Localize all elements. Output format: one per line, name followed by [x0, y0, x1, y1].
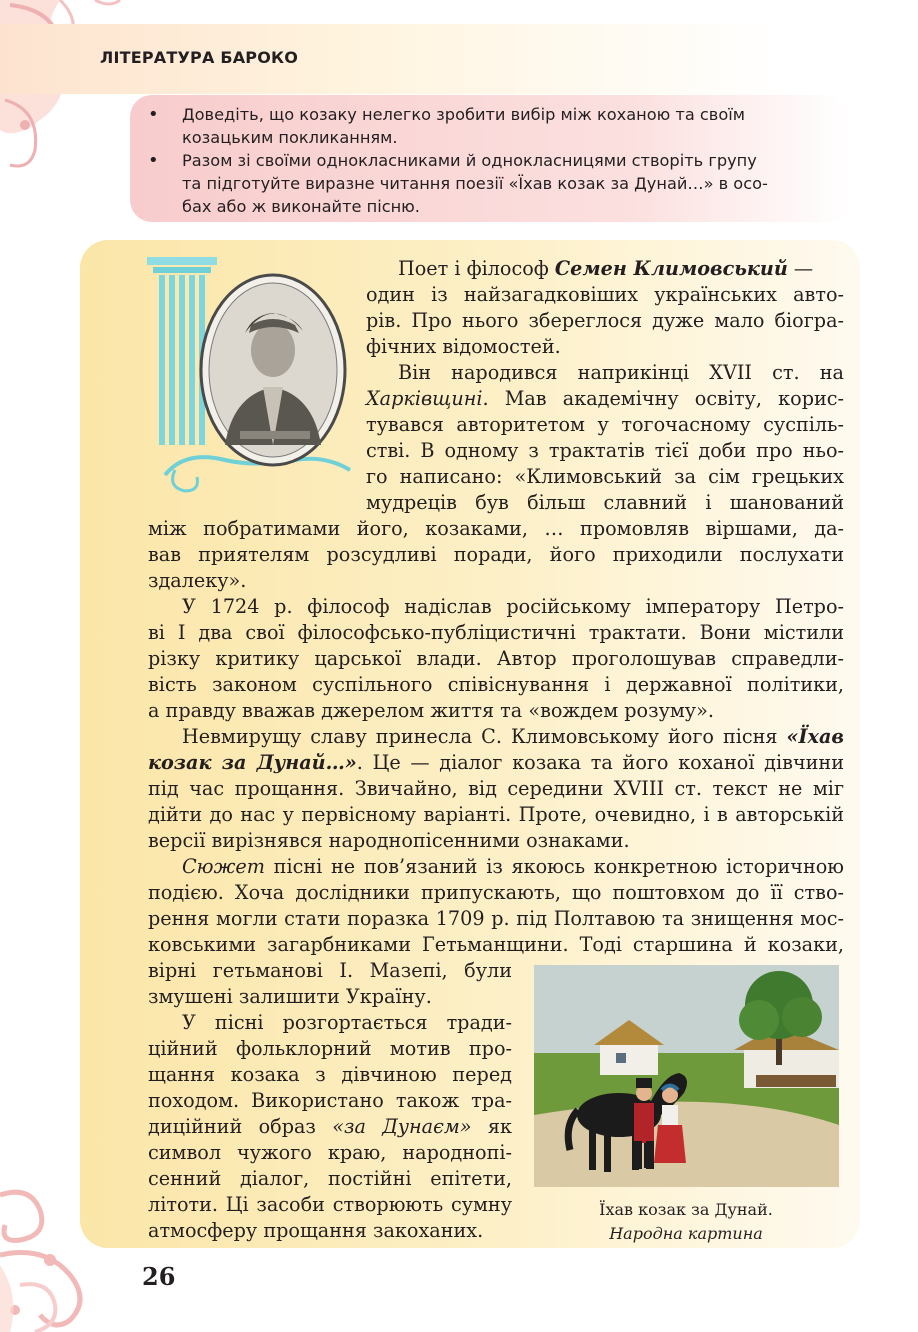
painting-caption: Їхав козак за Дунай. Народна картина	[599, 1200, 773, 1243]
text-line: ві І два свої філософсько-публіцистичні трактати. Вони містили	[148, 621, 844, 644]
text-line: козак за Дунай…». Це — діалог козака та його коханої дівчини	[148, 751, 844, 774]
section-title: ЛІТЕРАТУРА БАРОКО	[100, 48, 299, 67]
text-line: атмосферу прощання закоханих.	[148, 1219, 484, 1242]
text-line: а правду вважав джерелом життя та «вождем розуму».	[148, 699, 714, 722]
text-line: Поет і філософ Семен Климовський —	[398, 257, 814, 280]
text-line: диційний образ «за Дунаєм» як	[148, 1115, 512, 1138]
text-line: ковськими загарбниками Гетьманщини. Тоді старшина й козаки,	[148, 933, 844, 956]
portrait-illustration	[145, 255, 360, 495]
task-item: • Доведіть, що козаку нелегко зробити вибір між коханою та своїм козацьким покликанням.	[182, 103, 830, 149]
text-line: вірні гетьманові І. Мазепі, були	[148, 959, 512, 982]
page-number: 26	[142, 1262, 176, 1291]
text-line: різку критику царської влади. Автор проголошував справедли-	[148, 647, 844, 670]
text-line: ційний фольклорний мотив про-	[148, 1037, 512, 1060]
text-line: вав приятелям розсудливі поради, його приходили послухати	[148, 543, 844, 566]
text-line: під час прощання. Звичайно, від середини XVIII ст. текст не міг	[148, 777, 844, 800]
text-line: дійти до нас у первісному варіанті. Проте, очевидно, і в авторській	[148, 803, 844, 826]
text-line: сенний діалог, постійні епітети,	[148, 1167, 512, 1190]
ornament-bottom-corner	[0, 1185, 150, 1332]
text-line: мудреців був більш славний і шанований	[366, 491, 844, 514]
text-line: вість законом суспільного співіснування і державної політики,	[148, 673, 844, 696]
text-line: літоти. Ці засоби створюють сумну	[148, 1193, 512, 1216]
text-line: версії вирізнявся народнопісенними ознаками.	[148, 829, 630, 852]
text-line: Харківщині. Мав академічну освіту, корис-	[366, 387, 844, 410]
text-line: один із найзагадковіших українських авто-	[366, 283, 844, 306]
text-line: Він народився наприкінці XVII ст. на	[398, 361, 844, 384]
text-line: стві. В одному з трактатів тієї доби про ньо-	[366, 439, 844, 462]
text-line: між побратимами його, козаками, … промовляв віршами, да-	[148, 517, 844, 540]
text-line: У 1724 р. філософ надіслав російському імператору Петро-	[182, 595, 844, 618]
text-line: Сюжет пісні не пов’язаний із якоюсь конкретною історичною	[182, 855, 844, 878]
text-line: Невмирущу славу принесла С. Климовському його пісня «Їхав	[182, 725, 844, 748]
text-line: подією. Хоча дослідники припускають, що поштовхом до її ство-	[148, 881, 844, 904]
text-line: змушені залишити Україну.	[148, 985, 432, 1008]
text-line: щання козака з дівчиною перед	[148, 1063, 512, 1086]
text-line: рів. Про нього збереглося дуже мало біогра-	[366, 309, 844, 332]
text-line: походом. Використано також тра-	[148, 1089, 512, 1112]
text-line: символ чужого краю, народнопі-	[148, 1141, 512, 1164]
text-line: рення могли стати поразка 1709 р. під Полтавою та знищення мос-	[148, 907, 844, 930]
folk-painting-illustration	[534, 965, 839, 1187]
task-item: • Разом зі своїми однокласниками й однокласницями створіть групу та підготуйте виразне читання поезії «Їхав козак за Дунай…» в осо- бах або ж виконайте пісню.	[182, 149, 830, 218]
text-line: тувався авторитетом у тогочасному суспіль-	[366, 413, 844, 436]
task-box	[130, 95, 850, 222]
text-line: здалеку».	[148, 569, 247, 592]
text-line: У пісні розгортається тради-	[182, 1011, 512, 1034]
text-line: фічних відомостей.	[366, 335, 561, 358]
text-line: го написано: «Климовський за сім грецьких	[366, 465, 844, 488]
